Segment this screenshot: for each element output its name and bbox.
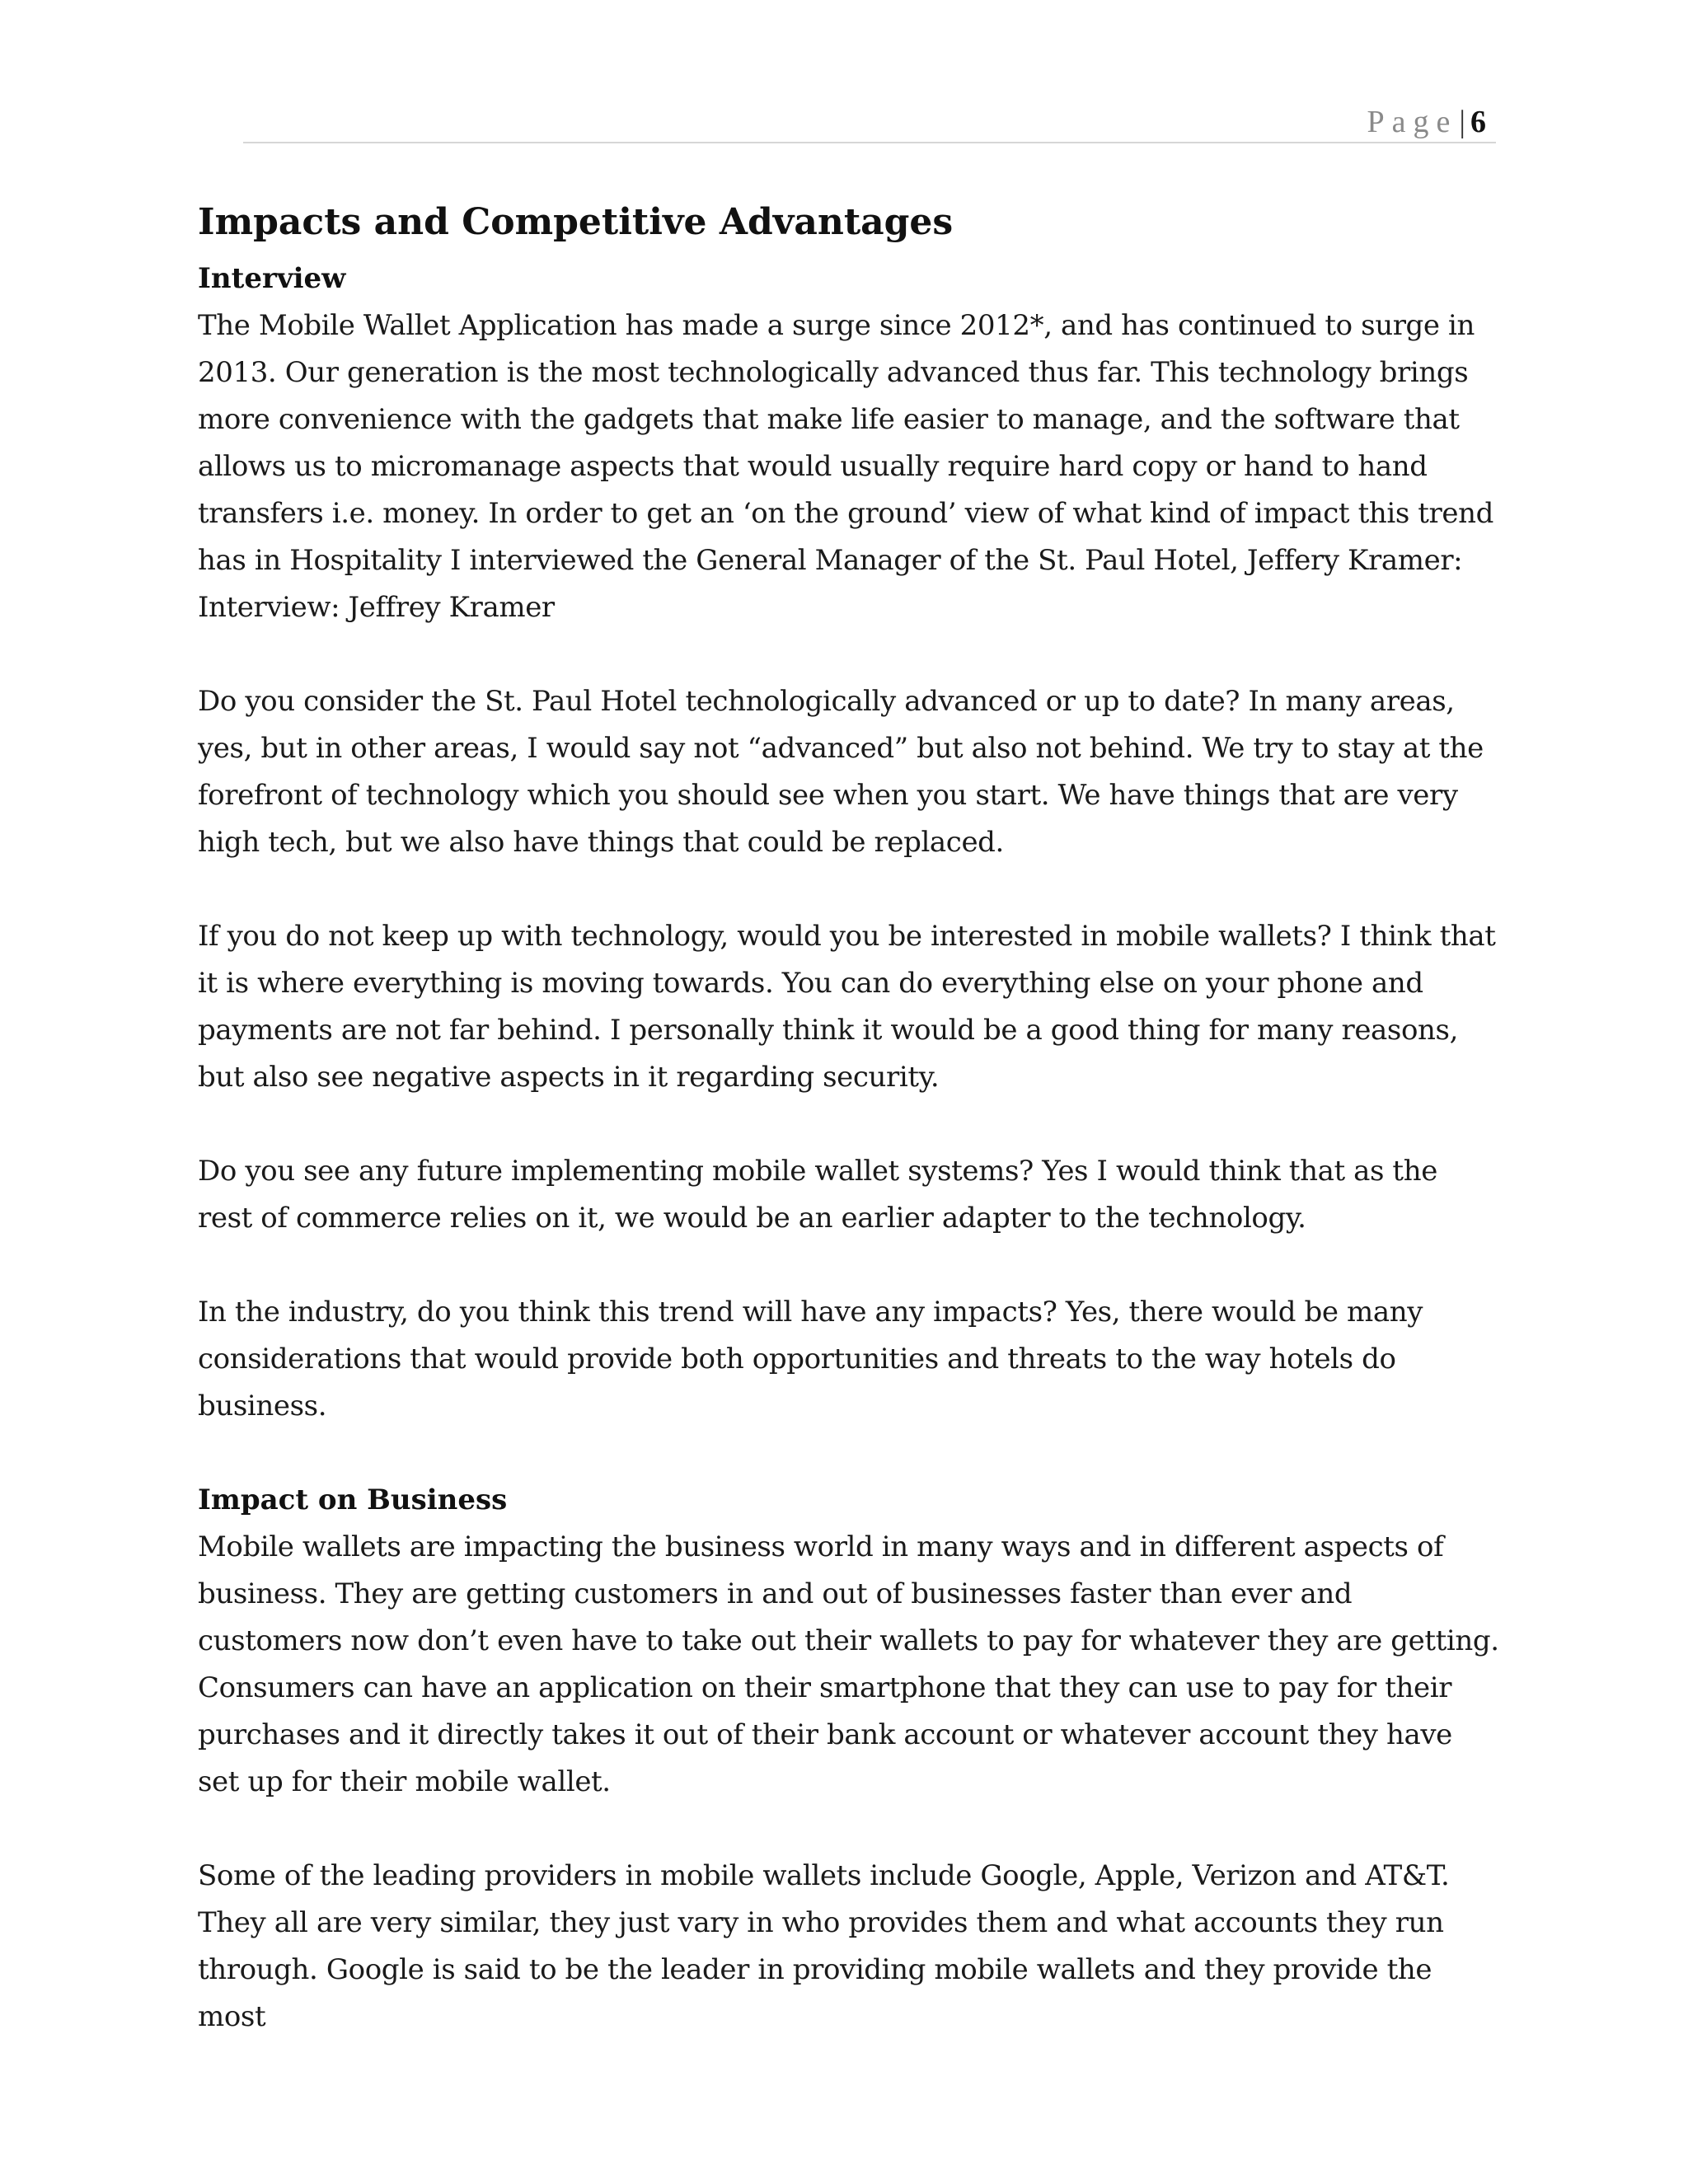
paragraph-gap [198,1101,1500,1148]
paragraph-gap [198,1430,1500,1477]
impact-paragraph-1: Mobile wallets are impacting the business world in many ways and in different aspects of business. They are getting customers in and out of businesses faster than ever and customers now don’t even have to take out their wallets to pay for whatever they are getting. Consumers can have an application on their smartphone that they can use to pay for their purchases and it directly takes it out of their bank account or whatever account they have set up for their mobile wallet. [198,1530,1499,1798]
page-number: 6 [1470,105,1486,139]
paragraph-gap [198,1242,1500,1289]
qa-paragraph-1: Do you consider the St. Paul Hotel technologically advanced or up to date? In many areas, yes, but in other areas, I would say not “advanced” but also not behind. We try to stay at the forefront of technology which you should see when you start. We have things that are very high tech, but we also have things that could be replaced. [198,685,1484,859]
section-title: Impacts and Competitive Advantages [198,201,954,243]
qa-paragraph-4: In the industry, do you think this trend will have any impacts? Yes, there would be many considerations that would provide both opportunities and threats to the way hotels do business. [198,1296,1423,1422]
page-separator: | [1459,105,1465,139]
intro-paragraph: The Mobile Wallet Application has made a surge since 2012*, and has continued to surge in 2013. Our generation is the most technologically advanced thus far. This technology brings more convenience with the gadgets that make life easier to manage, and the software that allows us to micromanage aspects that would usually require hard copy or hand to hand transfers i.e. money. In order to get an ‘on the ground’ view of what kind of impact this trend has in Hospitality I interviewed the General Manager of the St. Paul Hotel, Jeffery Kramer: [198,309,1493,577]
document-body [198,198,1500,2041]
interview-heading: Interview [198,262,346,295]
qa-paragraph-3: Do you see any future implementing mobile wallet systems? Yes I would think that as the rest of commerce relies on it, we would be an earlier adapter to the technology. [198,1155,1437,1235]
paragraph-gap [198,866,1500,913]
impact-heading: Impact on Business [198,1483,508,1516]
interview-line: Interview: Jeffrey Kramer [198,591,555,624]
paragraph-gap [198,1806,1500,1853]
page-word: Page [1367,105,1458,139]
page-header [243,99,1496,143]
page-number-label [1367,104,1486,140]
qa-paragraph-2: If you do not keep up with technology, would you be interested in mobile wallets? I think that it is where everything is moving towards. You can do everything else on your phone and payments are not far behind. I personally think it would be a good thing for many reasons, but also see negative aspects in it regarding security. [198,920,1496,1094]
impact-paragraph-2: Some of the leading providers in mobile wallets include Google, Apple, Verizon and AT&T. They all are very similar, they just vary in who provides them and what accounts they run through. Google is said to be the leader in providing mobile wallets and they provide the most [198,1859,1450,2033]
paragraph-gap [198,631,1500,678]
